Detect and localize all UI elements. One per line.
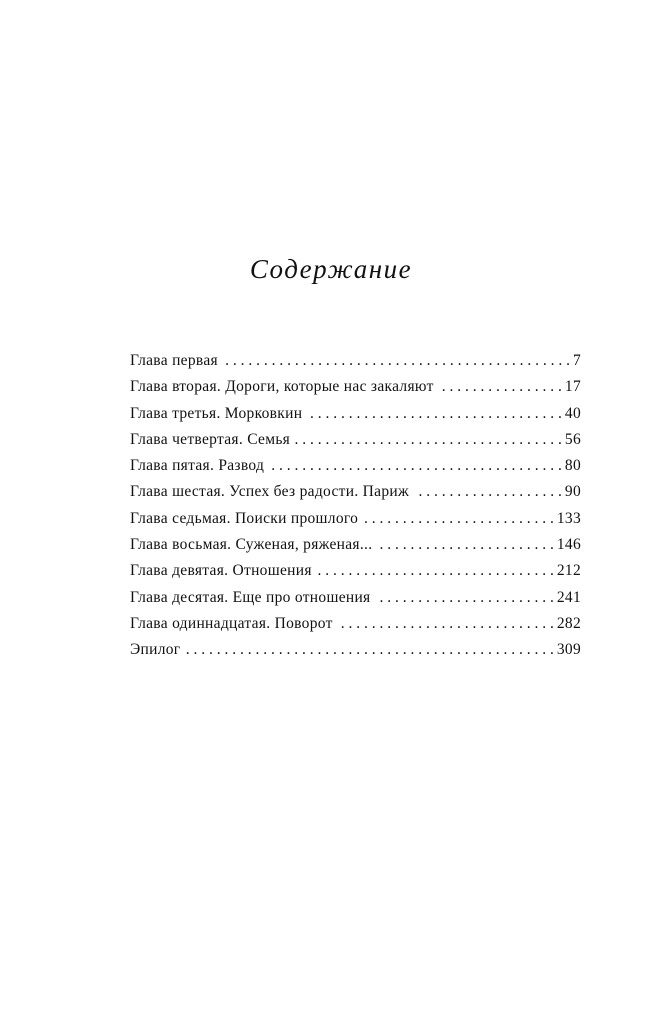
toc-page-number: 241 bbox=[556, 588, 581, 606]
toc-entry-title: Глава вторая. Дороги, которые нас закаляют bbox=[130, 378, 434, 396]
toc-entry bbox=[130, 506, 581, 532]
toc-entry bbox=[130, 401, 581, 427]
toc-entry-title: Глава одиннадцатая. Поворот bbox=[130, 614, 333, 632]
toc-entry bbox=[130, 611, 581, 637]
toc-entry bbox=[130, 637, 581, 663]
toc-entry bbox=[130, 479, 581, 505]
dot-leader bbox=[414, 479, 562, 505]
toc-page-number: 309 bbox=[556, 641, 581, 659]
toc-list bbox=[130, 348, 581, 664]
toc-entry-title: Глава девятая. Отношения bbox=[130, 562, 312, 580]
toc-entry bbox=[130, 558, 581, 584]
dot-leader bbox=[377, 532, 553, 558]
dot-leader bbox=[317, 558, 554, 584]
toc-entry bbox=[130, 453, 581, 479]
toc-heading: Содержание bbox=[249, 254, 413, 284]
toc-page-number: 80 bbox=[564, 457, 581, 475]
toc-entry-title: Глава четвертая. Семья bbox=[130, 430, 291, 448]
toc-page-number: 90 bbox=[564, 483, 581, 501]
toc-entry-title: Глава десятая. Еще про отношения bbox=[130, 588, 371, 606]
toc-entry-title: Глава седьмая. Поиски прошлого bbox=[130, 509, 359, 527]
toc-page-number: 282 bbox=[556, 614, 581, 632]
toc-page-number: 7 bbox=[572, 352, 581, 369]
dot-leader bbox=[307, 401, 562, 427]
toc-page-number: 56 bbox=[564, 430, 581, 448]
dot-leader bbox=[439, 374, 562, 400]
toc-page-number: 212 bbox=[556, 562, 581, 580]
dot-leader bbox=[363, 506, 554, 532]
toc-entry-title: Глава шестая. Успех без радости. Париж bbox=[130, 483, 409, 501]
toc-page-number: 40 bbox=[564, 404, 581, 422]
toc-page-number: 133 bbox=[556, 509, 581, 527]
toc-entry bbox=[130, 427, 581, 453]
toc-entry bbox=[130, 348, 581, 374]
dot-leader bbox=[269, 453, 562, 479]
toc-entry-title: Глава пятая. Развод bbox=[130, 457, 265, 475]
toc-entry bbox=[130, 374, 581, 400]
dot-leader bbox=[185, 637, 553, 663]
toc-page-number: 17 bbox=[564, 378, 581, 396]
dot-leader bbox=[338, 611, 554, 637]
toc-entry-title: Глава восьмая. Суженая, ряженая... bbox=[130, 536, 373, 554]
dot-leader bbox=[223, 348, 570, 374]
toc-entry bbox=[130, 585, 581, 611]
toc-page-number: 146 bbox=[556, 536, 581, 554]
toc-entry-title: Эпилог bbox=[130, 641, 181, 659]
toc-entry bbox=[130, 532, 581, 558]
toc-entry-title: Глава третья. Морковкин bbox=[130, 404, 303, 422]
toc-entry-title: Глава первая bbox=[130, 352, 218, 369]
dot-leader bbox=[376, 585, 554, 611]
dot-leader bbox=[295, 427, 562, 453]
